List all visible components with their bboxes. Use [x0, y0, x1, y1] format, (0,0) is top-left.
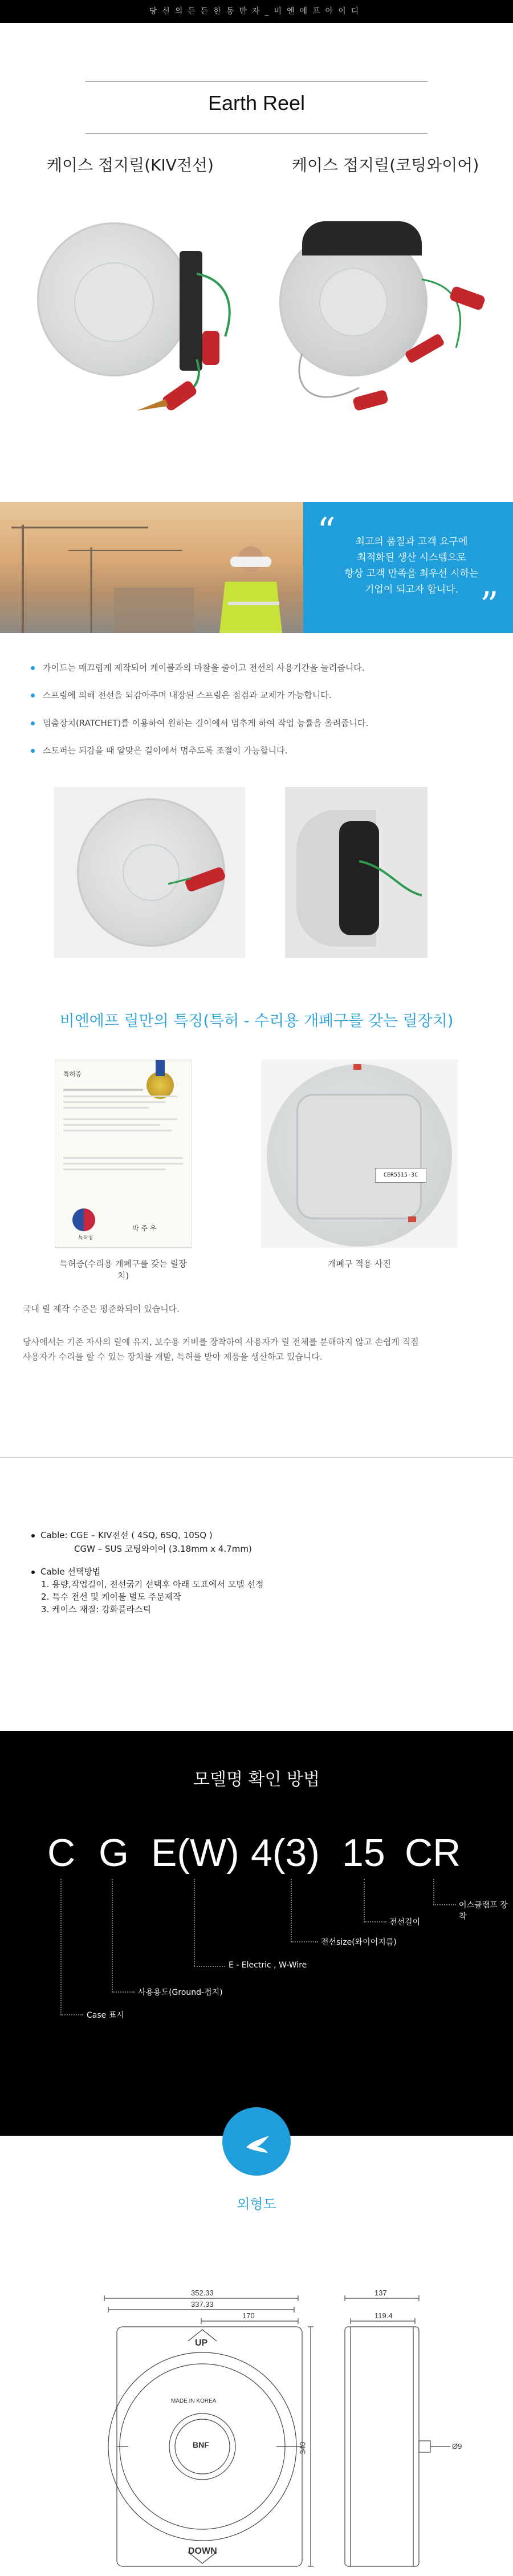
red-marker-icon	[353, 1064, 361, 1070]
product-header-section	[0, 23, 513, 502]
outline-title: 외형도	[237, 2196, 276, 2212]
wire-and-clamp-icon	[268, 205, 490, 433]
top-banner: 당신의든든한동반자_비엔에프아이디	[0, 0, 513, 23]
down-label: DOWN	[188, 2546, 217, 2556]
bullet-icon	[31, 1571, 35, 1574]
feature-item: 멈춤장치(RATCHET)를 이용하여 원하는 길이에서 멈추게 하여 작업 능률을 올려줍니다.	[31, 717, 368, 729]
taegeuk-emblem-icon	[72, 1208, 95, 1231]
right-product-caption: 케이스 접지릴(코팅와이어)	[292, 156, 479, 175]
feature-item: 스프링에 의해 전선을 되감아주며 내장된 스프링은 점검과 교체가 가능합니다.	[31, 689, 332, 701]
reel-front-photo	[54, 787, 245, 958]
patent-certificate-caption: 특허증(수리용 개폐구를 갖는 릴장치)	[59, 1259, 187, 1281]
coated-wire-reel-photo	[268, 205, 490, 433]
dimension-drawing	[0, 2102, 513, 2576]
bullet-icon	[31, 749, 35, 753]
certificate-signature: 박 주 우	[132, 1224, 157, 1232]
select-step: 3. 케이스 재질: 강화플라스틱	[41, 1604, 152, 1614]
ribbon-icon	[156, 1060, 165, 1076]
model-char-c: C	[47, 1831, 76, 1875]
dim-height: 340	[298, 2441, 307, 2455]
cable-spec-line: Cable: CGE – KIV전선 ( 4SQ, 6SQ, 10SQ )	[31, 1529, 213, 1541]
model-char-cr: CR	[405, 1831, 461, 1875]
hatch-photo-caption: 개폐구 적용 사진	[328, 1259, 391, 1269]
model-name-section	[0, 1731, 513, 2102]
reel-hatch-photo	[261, 1060, 458, 1248]
bullet-icon	[31, 721, 35, 725]
description-line: 사용자가 수리를 할 수 있는 장치를 개발, 특허를 받아 제품을 생산하고 있습니다.	[23, 1352, 323, 1362]
select-step: 2. 특수 전선 및 케이블 별도 주문제작	[41, 1592, 181, 1602]
model-char-g: G	[99, 1831, 129, 1875]
model-char-43: 4(3)	[251, 1831, 320, 1875]
red-marker-icon	[408, 1216, 416, 1222]
outline-drawing-section	[0, 2102, 513, 2576]
label-ground: 사용용도(Ground-접지)	[138, 1988, 223, 1997]
kiv-reel-photo	[31, 205, 242, 433]
quote-banner-section	[0, 502, 513, 633]
patent-section-title: 비엔에프 릴만의 특징(특허 - 수리용 개폐구를 갖는 릴장치)	[59, 1012, 454, 1030]
close-quote-icon: ”	[480, 585, 499, 627]
feature-item: 가이드는 매끄럽게 제작되어 케이블과의 마찰을 줄이고 전선의 사용기간을 늘려줍니다.	[31, 662, 365, 674]
crane-silhouette-icon	[0, 502, 303, 633]
label-case: Case 표시	[87, 2011, 124, 2020]
dim-case-width: 337.33	[191, 2300, 214, 2309]
model-label-sticker: CER5515-3C	[375, 1168, 426, 1183]
bullet-icon	[31, 693, 35, 697]
product-title: Earth Reel	[207, 91, 306, 115]
open-quote-icon: “	[317, 510, 336, 553]
dim-side-inner: 119.4	[374, 2311, 393, 2320]
specs-divider	[0, 1457, 513, 1458]
cable-select-heading: Cable 선택방법	[31, 1565, 100, 1578]
badge-text: MADE IN KOREA	[171, 2398, 217, 2404]
label-clamp: 어스클램프 장착	[459, 1901, 508, 1921]
cable-spec-line: CGW – SUS 코팅와이어 (3.18mm x 4.7mm)	[74, 1544, 252, 1554]
dim-hole: Ø9	[452, 2442, 462, 2451]
clamp-icon	[54, 787, 245, 958]
certificate-office: 특허청	[78, 1235, 93, 1241]
quote-text: 최고의 품질과 고객 요구에 최적화된 생산 시스템으로 항상 고객 만족을 최우선 시하는 기업이 되고자 합니다.	[344, 536, 479, 595]
reel-side-detail-photo	[285, 787, 427, 958]
dim-side-depth: 137	[374, 2289, 387, 2297]
green-cable-icon	[31, 205, 242, 433]
quote-panel	[303, 502, 513, 633]
bullet-icon	[31, 1534, 35, 1538]
model-section-title: 모델명 확인 방법	[193, 1770, 320, 1790]
certificate-title: 특허증	[63, 1070, 82, 1078]
construction-worker-photo	[0, 502, 303, 633]
up-label: UP	[195, 2338, 208, 2348]
specs-section	[0, 1457, 513, 1731]
description-line: 당사에서는 기존 자사의 릴에 유지, 보수용 커버를 장착하여 사용자가 릴 전체를 분해하지 않고 손쉽게 직접	[23, 1337, 419, 1347]
description-line: 국내 릴 제작 수준은 평준화되어 있습니다.	[23, 1304, 180, 1314]
repair-hatch-cover	[296, 1094, 422, 1219]
left-product-caption: 케이스 접지릴(KIV전선)	[47, 156, 214, 175]
patent-certificate-image	[55, 1060, 192, 1248]
label-wire-size: 전선size(와이어지름)	[321, 1938, 397, 1947]
brand-logo: BNF	[193, 2440, 209, 2449]
model-char-ew: E(W)	[151, 1831, 239, 1875]
bullet-icon	[31, 666, 35, 670]
cable-guide-icon	[285, 787, 427, 958]
dim-half-width: 170	[242, 2311, 255, 2320]
feature-item: 스토퍼는 되감을 때 알맞은 길이에서 멈추도록 조절이 가능합니다.	[31, 744, 287, 756]
label-wire-length: 전선길이	[389, 1918, 421, 1927]
select-step: 1. 용량,작업길이, 전선굵기 선택후 아래 도표에서 모델 선정	[41, 1579, 264, 1589]
dim-overall-width: 352.33	[191, 2289, 214, 2297]
label-wire-type: E - Electric , W-Wire	[229, 1961, 307, 1970]
model-char-15: 15	[342, 1831, 385, 1875]
